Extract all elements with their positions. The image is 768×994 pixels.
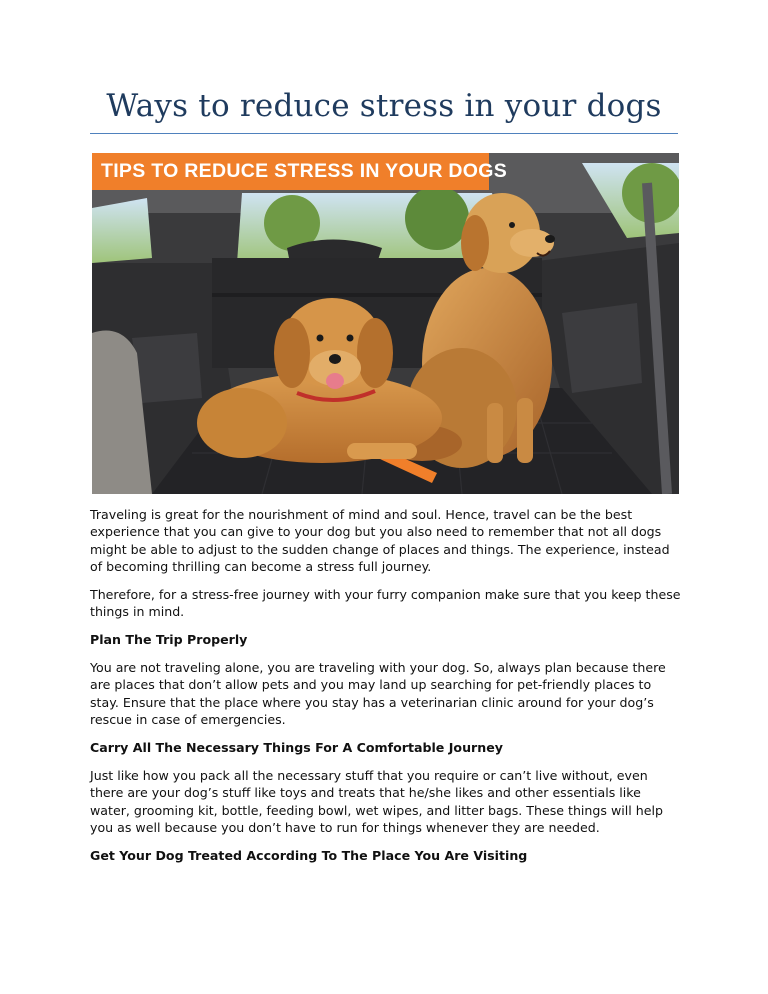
section-heading: Carry All The Necessary Things For A Comfortable Journey bbox=[90, 739, 503, 755]
image-banner: TIPS TO REDUCE STRESS IN YOUR DOGS bbox=[92, 153, 489, 190]
intro-paragraph: Therefore, for a stress-free journey with your furry companion make sure that you keep these things in mind. bbox=[90, 586, 681, 619]
section-paragraph: Just like how you pack all the necessary stuff that you require or can’t live without, even there are your dog’s stuff like toys and treats that he/she likes and other essentials like water, grooming kit, bottle, feeding bowl, wet wipes, and litter bags. These things will help you as well because you don’t have to run for things whenever they are needed. bbox=[90, 768, 663, 835]
hero-image bbox=[92, 153, 679, 494]
intro-paragraph: Traveling is great for the nourishment of mind and soul. Hence, travel can be the best experience that you can give to your dog but you also need to remember that not all dogs might be able to adjust to the sudden change of places and things. The experience, instead of becoming thrilling can become a stress full journey. bbox=[90, 507, 670, 574]
section-paragraph: You are not traveling alone, you are traveling with your dog. So, always plan because there are places that don’t allow pets and you may land up searching for pet-friendly places to stay. Ensure that the place where you stay has a veterinarian clinic around for your dog’s rescue in case of emergencies. bbox=[90, 660, 666, 727]
page-title: Ways to reduce stress in your dogs bbox=[106, 88, 662, 124]
section-heading: Plan The Trip Properly bbox=[90, 631, 248, 647]
article-body bbox=[90, 506, 682, 875]
title-divider bbox=[90, 133, 678, 134]
dogs-in-car-illustration bbox=[92, 153, 679, 494]
section-heading: Get Your Dog Treated According To The Place You Are Visiting bbox=[90, 847, 528, 863]
